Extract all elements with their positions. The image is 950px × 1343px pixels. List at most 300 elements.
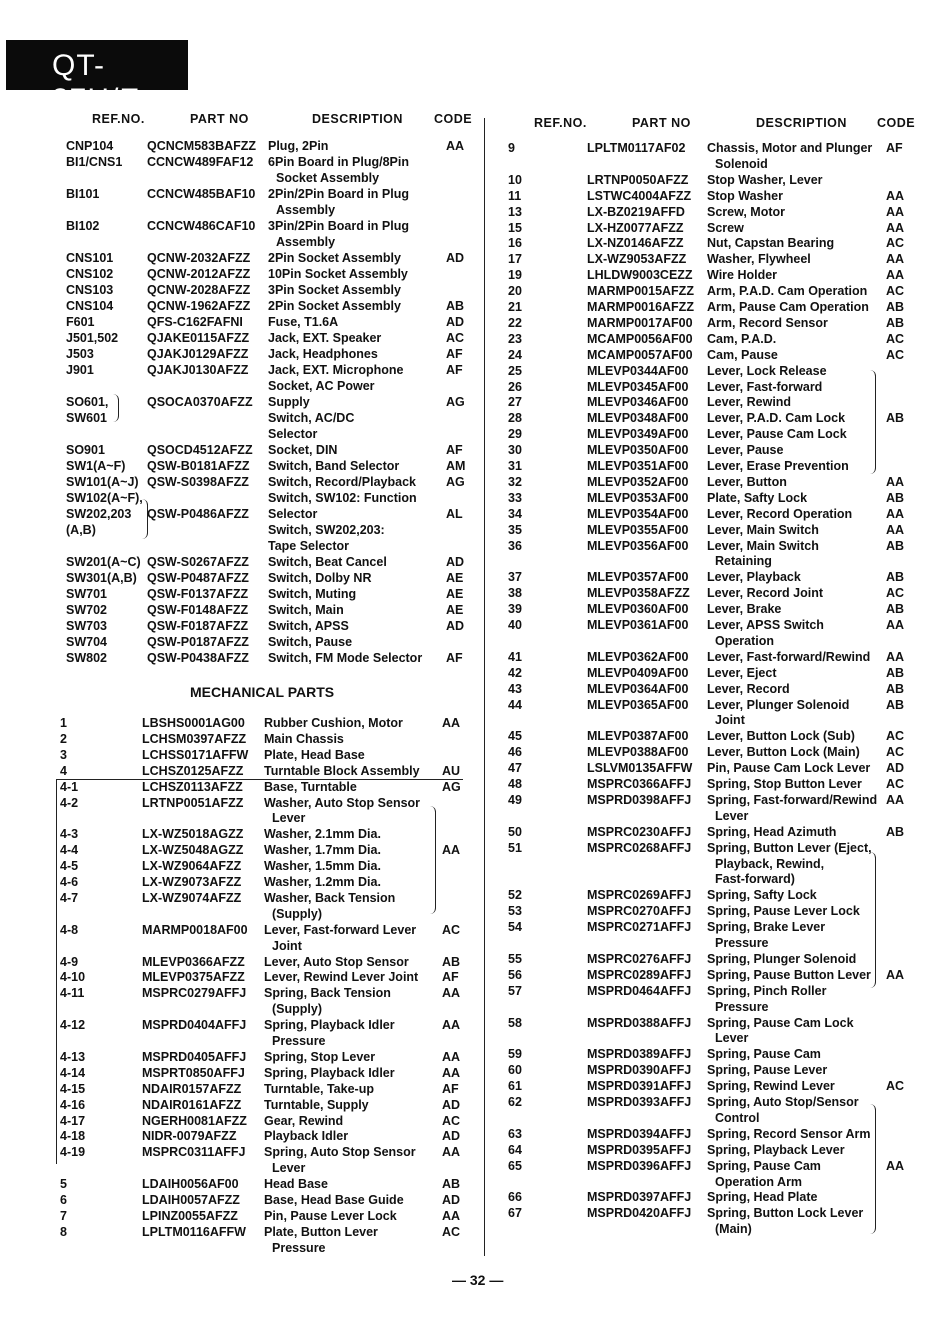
description: Main Chassis (264, 731, 344, 746)
brace-washers (430, 806, 436, 914)
ref-no: 4-11 (60, 986, 85, 1001)
ref-no: SW102(A~F), (66, 491, 143, 505)
ref-no: SW703 (66, 619, 107, 633)
description: 3Pin/2Pin Board in Plug (268, 219, 409, 233)
ref-no: 51 (508, 840, 522, 855)
ref-no: 49 (508, 792, 522, 807)
ref-no: 41 (508, 649, 522, 664)
header-ref-right: REF.NO. (534, 116, 587, 130)
ref-no: 4-8 (60, 922, 79, 937)
part-no: MLEVP0350AF00 (587, 443, 689, 458)
part-no: LCHSZ0125AFZZ (142, 763, 244, 778)
description: Plug, 2Pin (268, 139, 329, 153)
code: AC (886, 745, 905, 760)
description: Assembly (276, 235, 336, 249)
part-no: QSW-P0486AFZZ (147, 507, 249, 521)
part-no: MLEVP0353AF00 (587, 490, 689, 505)
header-desc-left: DESCRIPTION (312, 112, 403, 126)
description: Operation Arm (715, 1174, 803, 1189)
ref-no: SW1(A~F) (66, 459, 126, 473)
part-no: QSOCD4512AFZZ (147, 443, 253, 457)
description: Lever (272, 1161, 306, 1176)
code: AA (886, 506, 905, 521)
code: AG (446, 475, 465, 489)
description: Washer, 1.5mm Dia. (264, 859, 381, 874)
code: AB (886, 315, 905, 330)
description: Playback Idler (264, 1129, 349, 1144)
description: Lever, Fast-forward Lever (264, 922, 417, 937)
ref-no: 37 (508, 570, 522, 585)
part-no: QSW-S0267AFZZ (147, 555, 249, 569)
part-no: LDAIH0056AF00 (142, 1177, 239, 1192)
part-no: MSPRD0397AFFJ (587, 1190, 692, 1205)
ref-no: 4-19 (60, 1145, 86, 1160)
description: Lever, Auto Stop Sensor (264, 954, 409, 969)
description: Plate, Safty Lock (707, 490, 808, 505)
part-no: LRTNP0050AFZZ (587, 172, 689, 187)
part-no: QSW-S0398AFZZ (147, 475, 249, 489)
part-no: NGERH0081AFZZ (142, 1113, 247, 1128)
part-no: MLEVP0361AF00 (587, 618, 689, 632)
description: Switch, Band Selector (268, 459, 400, 473)
description: Rubber Cushion, Motor (264, 716, 403, 730)
ref-no: SW704 (66, 635, 107, 649)
description: Spring, Plunger Solenoid (707, 951, 857, 966)
code: AB (886, 665, 905, 680)
ref-no: 23 (508, 331, 522, 346)
ref-no: 45 (508, 729, 522, 744)
code: AB (442, 1177, 461, 1192)
description: Spring, Button Lock Lever (707, 1206, 864, 1221)
part-no: MSPRC0311AFFJ (142, 1145, 246, 1160)
code: AA (886, 967, 905, 982)
code: AF (886, 141, 903, 155)
part-no: MLEVP0357AF00 (587, 570, 689, 585)
part-no: QJAKJ0129AFZZ (147, 347, 249, 361)
part-no: LCHSS0171AFFW (142, 747, 249, 762)
description: Switch, APSS (268, 619, 349, 633)
part-no: QSW-B0181AFZZ (147, 459, 250, 473)
ref-no: 67 (508, 1206, 522, 1221)
part-no: LCHSM0397AFZZ (142, 731, 247, 746)
part-no: MLEVP0366AFZZ (142, 954, 245, 969)
ref-no: 16 (508, 236, 522, 251)
description: Washer, 1.7mm Dia. (264, 843, 381, 858)
description: Lever, P.A.D. Cam Lock (707, 411, 846, 426)
code: AA (442, 843, 461, 858)
description: Lever, Lock Release (707, 363, 827, 378)
description: 10Pin Socket Assembly (268, 267, 408, 281)
ref-no: 42 (508, 665, 522, 680)
code: AB (886, 411, 905, 426)
description: Stop Washer (707, 188, 783, 203)
part-no: CCNCW489FAF12 (147, 155, 254, 169)
model-title: QT-37H/E (52, 49, 141, 116)
ref-no: 30 (508, 443, 522, 458)
description: Lever, Main Switch (707, 522, 819, 537)
description: Switch, Record/Playback (268, 475, 416, 489)
description: Switch, Main (268, 603, 344, 617)
code: AA (886, 1158, 905, 1173)
description: Lever, Record Joint (707, 586, 824, 601)
part-no: LX-WZ9073AFZZ (142, 875, 242, 889)
ref-no: 33 (508, 490, 522, 505)
code: AA (886, 220, 905, 235)
part-no: NIDR-0079AFZZ (142, 1129, 237, 1144)
part-no: QFS-C162FAFNI (147, 315, 243, 329)
ref-no: 46 (508, 745, 522, 760)
part-no: MLEVP0352AF00 (587, 474, 689, 489)
code: AA (886, 618, 905, 632)
ref-no: CNS102 (66, 267, 114, 281)
code: AF (442, 1081, 459, 1096)
part-no: QSW-F0148AFZZ (147, 603, 249, 617)
part-no: MLEVP0388AF00 (587, 745, 689, 760)
part-no: LBSHS0001AG00 (142, 716, 245, 730)
part-no: QSW-P0438AFZZ (147, 651, 249, 665)
code: AA (442, 1145, 461, 1160)
description: Switch, FM Mode Selector (268, 651, 423, 665)
description: Tape Selector (268, 539, 350, 553)
description: Spring, Auto Stop/Sensor (707, 1095, 859, 1109)
description: Wire Holder (707, 268, 778, 283)
ref-no: 4-16 (60, 1097, 86, 1112)
description: (Supply) (272, 1002, 322, 1017)
part-no: MSPRD0398AFFJ (587, 792, 692, 807)
description: Nut, Capstan Bearing (707, 236, 835, 251)
part-no: LPLTM0117AF02 (587, 141, 686, 155)
part-no: NDAIR0157AFZZ (142, 1081, 242, 1096)
description: Lever, Erase Prevention (707, 459, 849, 473)
ref-no: SW702 (66, 603, 107, 617)
code: AE (446, 571, 464, 585)
ref-no: SO601, (66, 395, 109, 409)
code: AC (886, 1079, 905, 1094)
description: Joint (715, 713, 745, 728)
part-no: MSPRD0390AFFJ (587, 1063, 692, 1078)
ref-no: 56 (508, 967, 522, 982)
ref-no: 54 (508, 920, 522, 935)
code: AA (442, 1065, 461, 1080)
description: Switch, Pause (268, 635, 353, 649)
part-no: MLEVP0349AF00 (587, 427, 689, 442)
ref-no: 61 (508, 1079, 522, 1094)
description: Washer, Back Tension (264, 890, 396, 905)
brace-springs-b (870, 1104, 876, 1234)
ref-no: 9 (508, 141, 515, 155)
description: 6Pin Board in Plug/8Pin (268, 155, 409, 169)
description: Control (715, 1110, 760, 1125)
ref-no: SO901 (66, 443, 105, 457)
code: AD (442, 1129, 461, 1144)
ref-no: 20 (508, 284, 522, 299)
ref-no: 44 (508, 697, 522, 712)
ref-no: 48 (508, 777, 522, 791)
ref-no: CNS104 (66, 299, 114, 313)
part-no: MLEVP0362AF00 (587, 649, 689, 664)
ref-no: 6 (60, 1193, 67, 1207)
ref-no: 4-10 (60, 970, 86, 985)
part-no: LX-WZ5048AGZZ (142, 843, 244, 858)
part-no: LCHSZ0113AFZZ (142, 779, 243, 794)
ref-no: 4-9 (60, 954, 79, 969)
ref-no: 3 (60, 747, 67, 762)
part-no: MLEVP0356AF00 (587, 538, 689, 553)
description: Socket, DIN (268, 443, 338, 457)
ref-no: SW301(A,B) (66, 571, 137, 585)
ref-no: 13 (508, 204, 522, 219)
part-no: QJAKJ0130AFZZ (147, 363, 249, 377)
ref-no: SW201(A~C) (66, 555, 141, 569)
ref-no: CNP104 (66, 139, 114, 153)
code: AB (886, 538, 905, 553)
description: Washer, Auto Stop Sensor (264, 795, 421, 810)
code: AD (886, 761, 905, 776)
part-no: MSPRT0850AFFJ (142, 1065, 245, 1080)
ref-no: 29 (508, 427, 522, 442)
ref-no: 39 (508, 602, 522, 617)
ref-no: CNS101 (66, 251, 114, 265)
part-no: MSPRD0393AFFJ (587, 1095, 692, 1109)
ref-no: 32 (508, 474, 522, 489)
column-divider (484, 118, 485, 1256)
description: Turntable, Supply (264, 1097, 369, 1112)
ref-no: 4-7 (60, 890, 79, 905)
description: Washer, 2.1mm Dia. (264, 827, 381, 842)
description: Spring, Head Azimuth (707, 824, 837, 839)
description: Spring, Button Lever (Eject, (707, 840, 872, 855)
brace-levers (870, 370, 876, 474)
code: AC (446, 331, 465, 345)
ref-no: 10 (508, 172, 522, 187)
code: AA (886, 188, 905, 203)
description: Spring, Pause Cam (707, 1158, 821, 1173)
description: 2Pin Socket Assembly (268, 299, 401, 313)
description: Spring, Rewind Lever (707, 1079, 835, 1094)
part-no: MSPRD0389AFFJ (587, 1047, 692, 1062)
description: Lever, Button Lock (Sub) (707, 729, 855, 744)
description: Socket, AC Power (268, 379, 375, 393)
description: Switch, AC/DC (268, 411, 355, 425)
code: AC (442, 1224, 461, 1239)
code: AD (442, 1193, 461, 1207)
code: AG (442, 779, 461, 794)
description: Switch, Muting (268, 587, 357, 601)
description: Playback, Rewind, (715, 856, 825, 871)
code: AB (886, 681, 905, 696)
code: AA (886, 649, 905, 664)
ref-no: 57 (508, 983, 522, 998)
ref-no: 21 (508, 300, 522, 314)
description: Pressure (715, 999, 769, 1014)
ref-no: 66 (508, 1190, 522, 1205)
description: Assembly (276, 203, 336, 217)
ref-no: 4-6 (60, 875, 79, 889)
code: AC (886, 284, 905, 299)
code: AB (886, 570, 905, 585)
ref-no: 50 (508, 824, 522, 839)
code: AF (446, 363, 463, 377)
part-no: MSPRD0420AFFJ (587, 1206, 692, 1221)
header-ref-left: REF.NO. (92, 112, 145, 126)
part-no: CCNCW485BAF10 (147, 187, 256, 201)
part-no: QJAKE0115AFZZ (147, 331, 250, 345)
description: Lever (715, 808, 749, 823)
description: Operation (715, 633, 775, 648)
description: Spring, Auto Stop Sensor (264, 1145, 416, 1160)
ref-no: 17 (508, 252, 522, 267)
description: Turntable Block Assembly (264, 763, 420, 778)
header-desc-right: DESCRIPTION (756, 116, 847, 130)
ref-no: 4-4 (60, 843, 79, 858)
description: Switch, Beat Cancel (268, 555, 387, 569)
code: AB (886, 300, 905, 314)
code: AC (442, 1113, 461, 1128)
description: Lever, Plunger Solenoid (707, 697, 850, 712)
part-no: MLEVP0409AF00 (587, 665, 689, 680)
description: Jack, Headphones (268, 347, 378, 361)
code: AA (886, 792, 905, 807)
description: Selector (268, 507, 318, 521)
description: Lever, Button Lock (Main) (707, 745, 860, 760)
ref-no: 4-13 (60, 1049, 86, 1064)
ref-no: 24 (508, 347, 522, 362)
ref-no: 53 (508, 904, 522, 919)
ref-no: 58 (508, 1015, 522, 1030)
code: AA (442, 1018, 461, 1033)
part-no: MSPRD0395AFFJ (587, 1142, 692, 1157)
code: AD (446, 315, 465, 329)
part-no: LX-HZ0077AFZZ (587, 220, 684, 235)
ref-no: 40 (508, 618, 522, 632)
description: Lever, APSS Switch (707, 618, 824, 632)
part-no: QCNW-2012AFZZ (147, 267, 251, 281)
description: Solenoid (715, 156, 768, 171)
description: Spring, Playback Idler (264, 1065, 395, 1080)
ref-no: 2 (60, 731, 67, 746)
part-no: NDAIR0161AFZZ (142, 1097, 242, 1112)
description: Socket Assembly (276, 171, 380, 185)
part-no: MSPRD0391AFFJ (587, 1079, 692, 1094)
description: Pin, Pause Lever Lock (264, 1208, 397, 1223)
code: AF (446, 347, 463, 361)
part-no: MSPRD0404AFFJ (142, 1018, 247, 1033)
description: Lever, Rewind Lever Joint (264, 970, 419, 985)
section-title: MECHANICAL PARTS (190, 684, 335, 700)
part-no: MLEVP0364AF00 (587, 681, 689, 696)
part-no: MSPRC0366AFFJ (587, 777, 692, 791)
ref-no: 1 (60, 716, 67, 730)
part-no: MLEVP0344AF00 (587, 363, 689, 378)
part-no: MARMP0018AF00 (142, 922, 248, 937)
description: (Main) (715, 1222, 752, 1237)
ref-no: 4 (60, 763, 67, 778)
description: 2Pin Socket Assembly (268, 251, 401, 265)
code: AA (886, 252, 905, 267)
ref-no: 4-12 (60, 1018, 86, 1033)
description: Spring, Stop Button Lever (707, 777, 862, 791)
part-no: LSTWC4004AFZZ (587, 188, 692, 203)
description: Screw, Motor (707, 204, 786, 219)
description: Spring, Stop Lever (264, 1049, 376, 1064)
part-no: LSLVM0135AFFW (587, 761, 693, 776)
part-no: MSPRC0271AFFJ (587, 920, 692, 935)
code: AD (446, 619, 465, 633)
code: AB (442, 954, 461, 969)
code: AE (446, 587, 464, 601)
part-no: QSOCA0370AFZZ (147, 395, 253, 409)
ref-no: 59 (508, 1047, 522, 1062)
ref-no: 47 (508, 761, 522, 776)
part-no: MLEVP0365AF00 (587, 697, 689, 712)
ref-no: (A,B) (66, 523, 96, 537)
description: Plate, Button Lever (264, 1224, 378, 1239)
ref-no: 4-5 (60, 859, 79, 874)
description: Lever, Record Operation (707, 506, 853, 521)
ref-no: F601 (66, 315, 95, 329)
code: AF (446, 443, 463, 457)
code: AG (446, 395, 465, 409)
code: AC (886, 586, 905, 601)
part-no: LDAIH0057AFZZ (142, 1193, 240, 1207)
ref-no: 4-1 (60, 779, 79, 794)
part-no: LPINZ0055AFZZ (142, 1208, 238, 1223)
description: Gear, Rewind (264, 1113, 344, 1128)
code: AB (886, 490, 905, 505)
description: Spring, Playback Idler (264, 1018, 395, 1033)
code: AB (886, 824, 905, 839)
part-no: QCNW-2028AFZZ (147, 283, 251, 297)
ref-no: 64 (508, 1142, 522, 1157)
code: AD (442, 1097, 461, 1112)
code: AC (886, 347, 905, 362)
description: Spring, Pause Button Lever (707, 967, 871, 982)
code: AM (446, 459, 466, 473)
code: AF (442, 970, 459, 985)
ref-no: 27 (508, 395, 522, 410)
brace-so601 (113, 394, 119, 422)
ref-no: 4-18 (60, 1129, 86, 1144)
ref-no: 43 (508, 681, 522, 696)
code: AC (886, 777, 905, 791)
description: Jack, EXT. Microphone (268, 363, 404, 377)
description: Spring, Pause Cam Lock (707, 1015, 854, 1030)
description: Pin, Pause Cam Lock Lever (707, 761, 871, 776)
description: Retaining (715, 554, 772, 569)
description: Lever, Rewind (707, 395, 792, 410)
code: AD (446, 251, 465, 265)
part-no: QSW-F0187AFZZ (147, 619, 249, 633)
description: Joint (272, 938, 302, 953)
code: AB (446, 299, 465, 313)
part-no: QSW-P0187AFZZ (147, 635, 249, 649)
description: Fuse, T1.6A (268, 315, 339, 329)
description: Base, Turntable (264, 779, 357, 794)
code: AA (442, 716, 461, 730)
description: Switch, SW202,203: (268, 523, 385, 537)
part-no: MLEVP0358AFZZ (587, 586, 690, 601)
part-no: MLEVP0360AF00 (587, 602, 689, 617)
code: AL (446, 507, 463, 521)
part-no: MLEVP0375AFZZ (142, 970, 245, 985)
code: AD (446, 555, 465, 569)
description: Supply (268, 395, 310, 409)
part-no: MSPRD0396AFFJ (587, 1158, 692, 1173)
model-banner (6, 40, 188, 116)
part-no: MLEVP0354AF00 (587, 506, 689, 521)
header-code-left: CODE (434, 112, 473, 126)
description: 2Pin/2Pin Board in Plug (268, 187, 409, 201)
